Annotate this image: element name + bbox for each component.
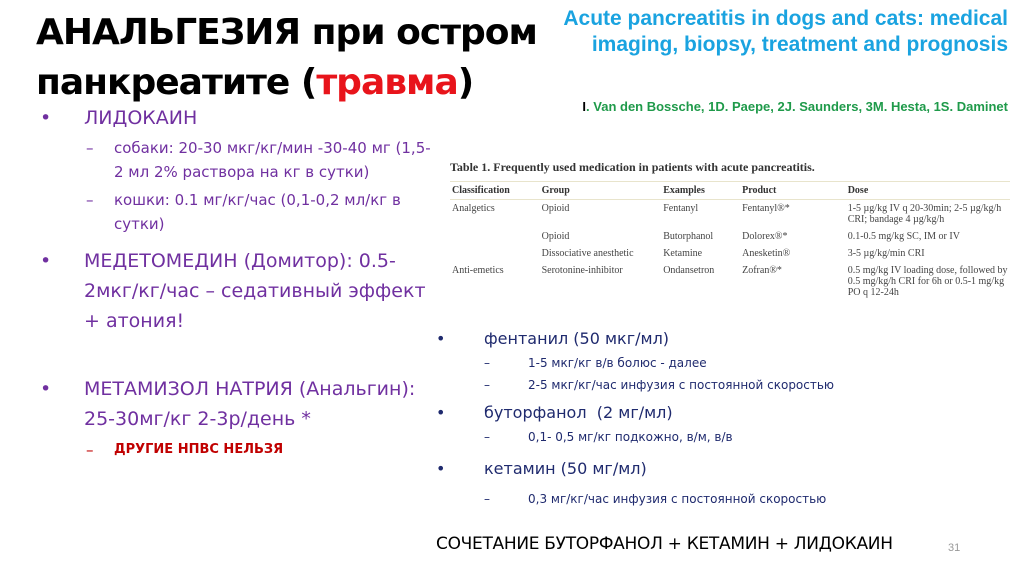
cell: Opioid — [541, 203, 570, 214]
dash-icon: – — [484, 430, 490, 444]
list-item — [36, 246, 436, 336]
dash-icon: – — [484, 378, 490, 392]
sub-list-item-text: кошки: 0.1 мг/кг/час (0,1-0,2 мл/кг в сутки) — [114, 191, 401, 233]
list-item-text: ЛИДОКАИН — [84, 107, 198, 129]
cell: Dolorex®* — [742, 231, 788, 242]
title-line-2-prefix: панкреатите ( — [36, 62, 317, 103]
dash-icon: – — [86, 139, 94, 157]
header-product: Product — [740, 182, 846, 200]
list-item — [36, 374, 436, 434]
authors-rest: . Van den Bossche, 1D. Paepe, 2J. Saunders, 3M. Hesta, 1S. Daminet — [586, 99, 1008, 114]
header-group: Group — [540, 182, 662, 200]
sub-list-item — [484, 352, 1010, 374]
authors-initial: I — [582, 99, 587, 114]
paper-title: Acute pancreatitis in dogs and cats: medical imaging, biopsy, treatment and prognosis — [563, 7, 1008, 56]
dash-icon: – — [484, 356, 490, 370]
paper-authors — [488, 88, 1008, 126]
list-item — [36, 104, 436, 132]
sub-list-item — [86, 136, 436, 184]
cell: Ondansetron — [663, 265, 715, 276]
cell: 3-5 µg/kg/min CRI — [847, 248, 925, 259]
sub-list-item — [484, 374, 1010, 396]
title-line-2-suffix: ) — [457, 62, 474, 103]
cell: Fentanyl — [663, 203, 699, 214]
title-line-1: АНАЛЬГЕЗИЯ при остром — [36, 12, 537, 53]
header-examples: Examples — [661, 182, 740, 200]
cell: Fentanyl®* — [742, 203, 790, 214]
cell: 0.1-0.5 mg/kg SC, IM or IV — [847, 231, 960, 242]
list-item — [430, 400, 1010, 426]
table-row — [450, 262, 1010, 301]
sub-list-item — [86, 188, 436, 236]
cell: Butorphanol — [663, 231, 714, 242]
bullet-icon: • — [436, 403, 446, 422]
cell: 0.5 mg/kg IV loading dose, followed by 0.5 mg/kg/h CRI for 6h or 0.5-1 mg/kg PO q 12-24h — [847, 265, 1008, 298]
medication-table — [450, 160, 1010, 301]
dash-icon: – — [86, 441, 94, 459]
table-row — [450, 228, 1010, 245]
sub-list-item-text: 1-5 мкг/кг в/в болюс - далее — [528, 356, 707, 370]
list-item-text: фентанил (50 мкг/мл) — [484, 329, 670, 348]
sub-list-item — [484, 488, 1010, 510]
bullet-icon: • — [436, 459, 446, 478]
title-highlight: травма — [316, 62, 458, 103]
sub-list-item-text: 0,1- 0,5 мг/кг подкожно, в/м, в/в — [528, 430, 733, 444]
list-item-text: МЕДЕТОМЕДИН (Домитор): 0.5-2мкг/кг/час – седативный эффект + атония! — [84, 250, 426, 332]
bullet-icon: • — [40, 107, 52, 129]
cell: Serotonine-inhibitor — [541, 265, 623, 276]
left-bullet-list — [36, 104, 436, 462]
cell — [450, 245, 540, 262]
combination-note: СОЧЕТАНИЕ БУТОРФАНОЛ + КЕТАМИН + ЛИДОКАИН — [436, 534, 893, 554]
cell: Opioid — [541, 231, 570, 242]
cell: 1-5 µg/kg IV q 20-30min; 2-5 µg/kg/h CRI; bandage 4 µg/kg/h — [847, 203, 1002, 225]
cell: Anti-emetics — [452, 265, 504, 276]
cell: Anesketin® — [742, 248, 791, 259]
dash-icon: – — [484, 492, 490, 506]
table-caption: Table 1. Frequently used medication in patients with acute pancreatitis. — [450, 160, 815, 174]
bullet-icon: • — [40, 378, 52, 400]
right-bullet-list — [430, 326, 1010, 510]
page-number: 31 — [948, 542, 961, 554]
sub-list-item-text: 2-5 мкг/кг/час инфузия с постоянной скоростью — [528, 378, 835, 392]
list-item-text: МЕТАМИЗОЛ НАТРИЯ (Анальгин): 25-30мг/кг 2-3р/день * — [84, 378, 416, 430]
list-item-text: кетамин (50 мг/мл) — [484, 459, 647, 478]
header-classification: Classification — [450, 182, 540, 200]
warning-text: ДРУГИЕ НПВС НЕЛЬЗЯ — [114, 442, 284, 457]
table-row — [450, 245, 1010, 262]
bullet-icon: • — [40, 250, 52, 272]
cell — [450, 228, 540, 245]
table-row — [450, 200, 1010, 229]
cell: Ketamine — [663, 248, 703, 259]
header-dose: Dose — [846, 182, 1010, 200]
dash-icon: – — [86, 191, 94, 209]
cell: Zofran®* — [742, 265, 782, 276]
bullet-icon: • — [436, 329, 446, 348]
sub-list-item-text: 0,3 мг/кг/час инфузия с постоянной скоростью — [528, 492, 827, 506]
sub-list-item — [484, 426, 1010, 448]
cell: Analgetics — [452, 203, 495, 214]
cell: Dissociative anesthetic — [541, 248, 634, 259]
list-item — [430, 456, 1010, 482]
sub-list-item — [86, 438, 436, 462]
sub-list-item-text: собаки: 20-30 мкг/кг/мин -30-40 мг (1,5-2 мл 2% раствора на кг в сутки) — [114, 139, 431, 181]
list-item — [430, 326, 1010, 352]
list-item-text: буторфанол (2 мг/мл) — [484, 403, 673, 422]
